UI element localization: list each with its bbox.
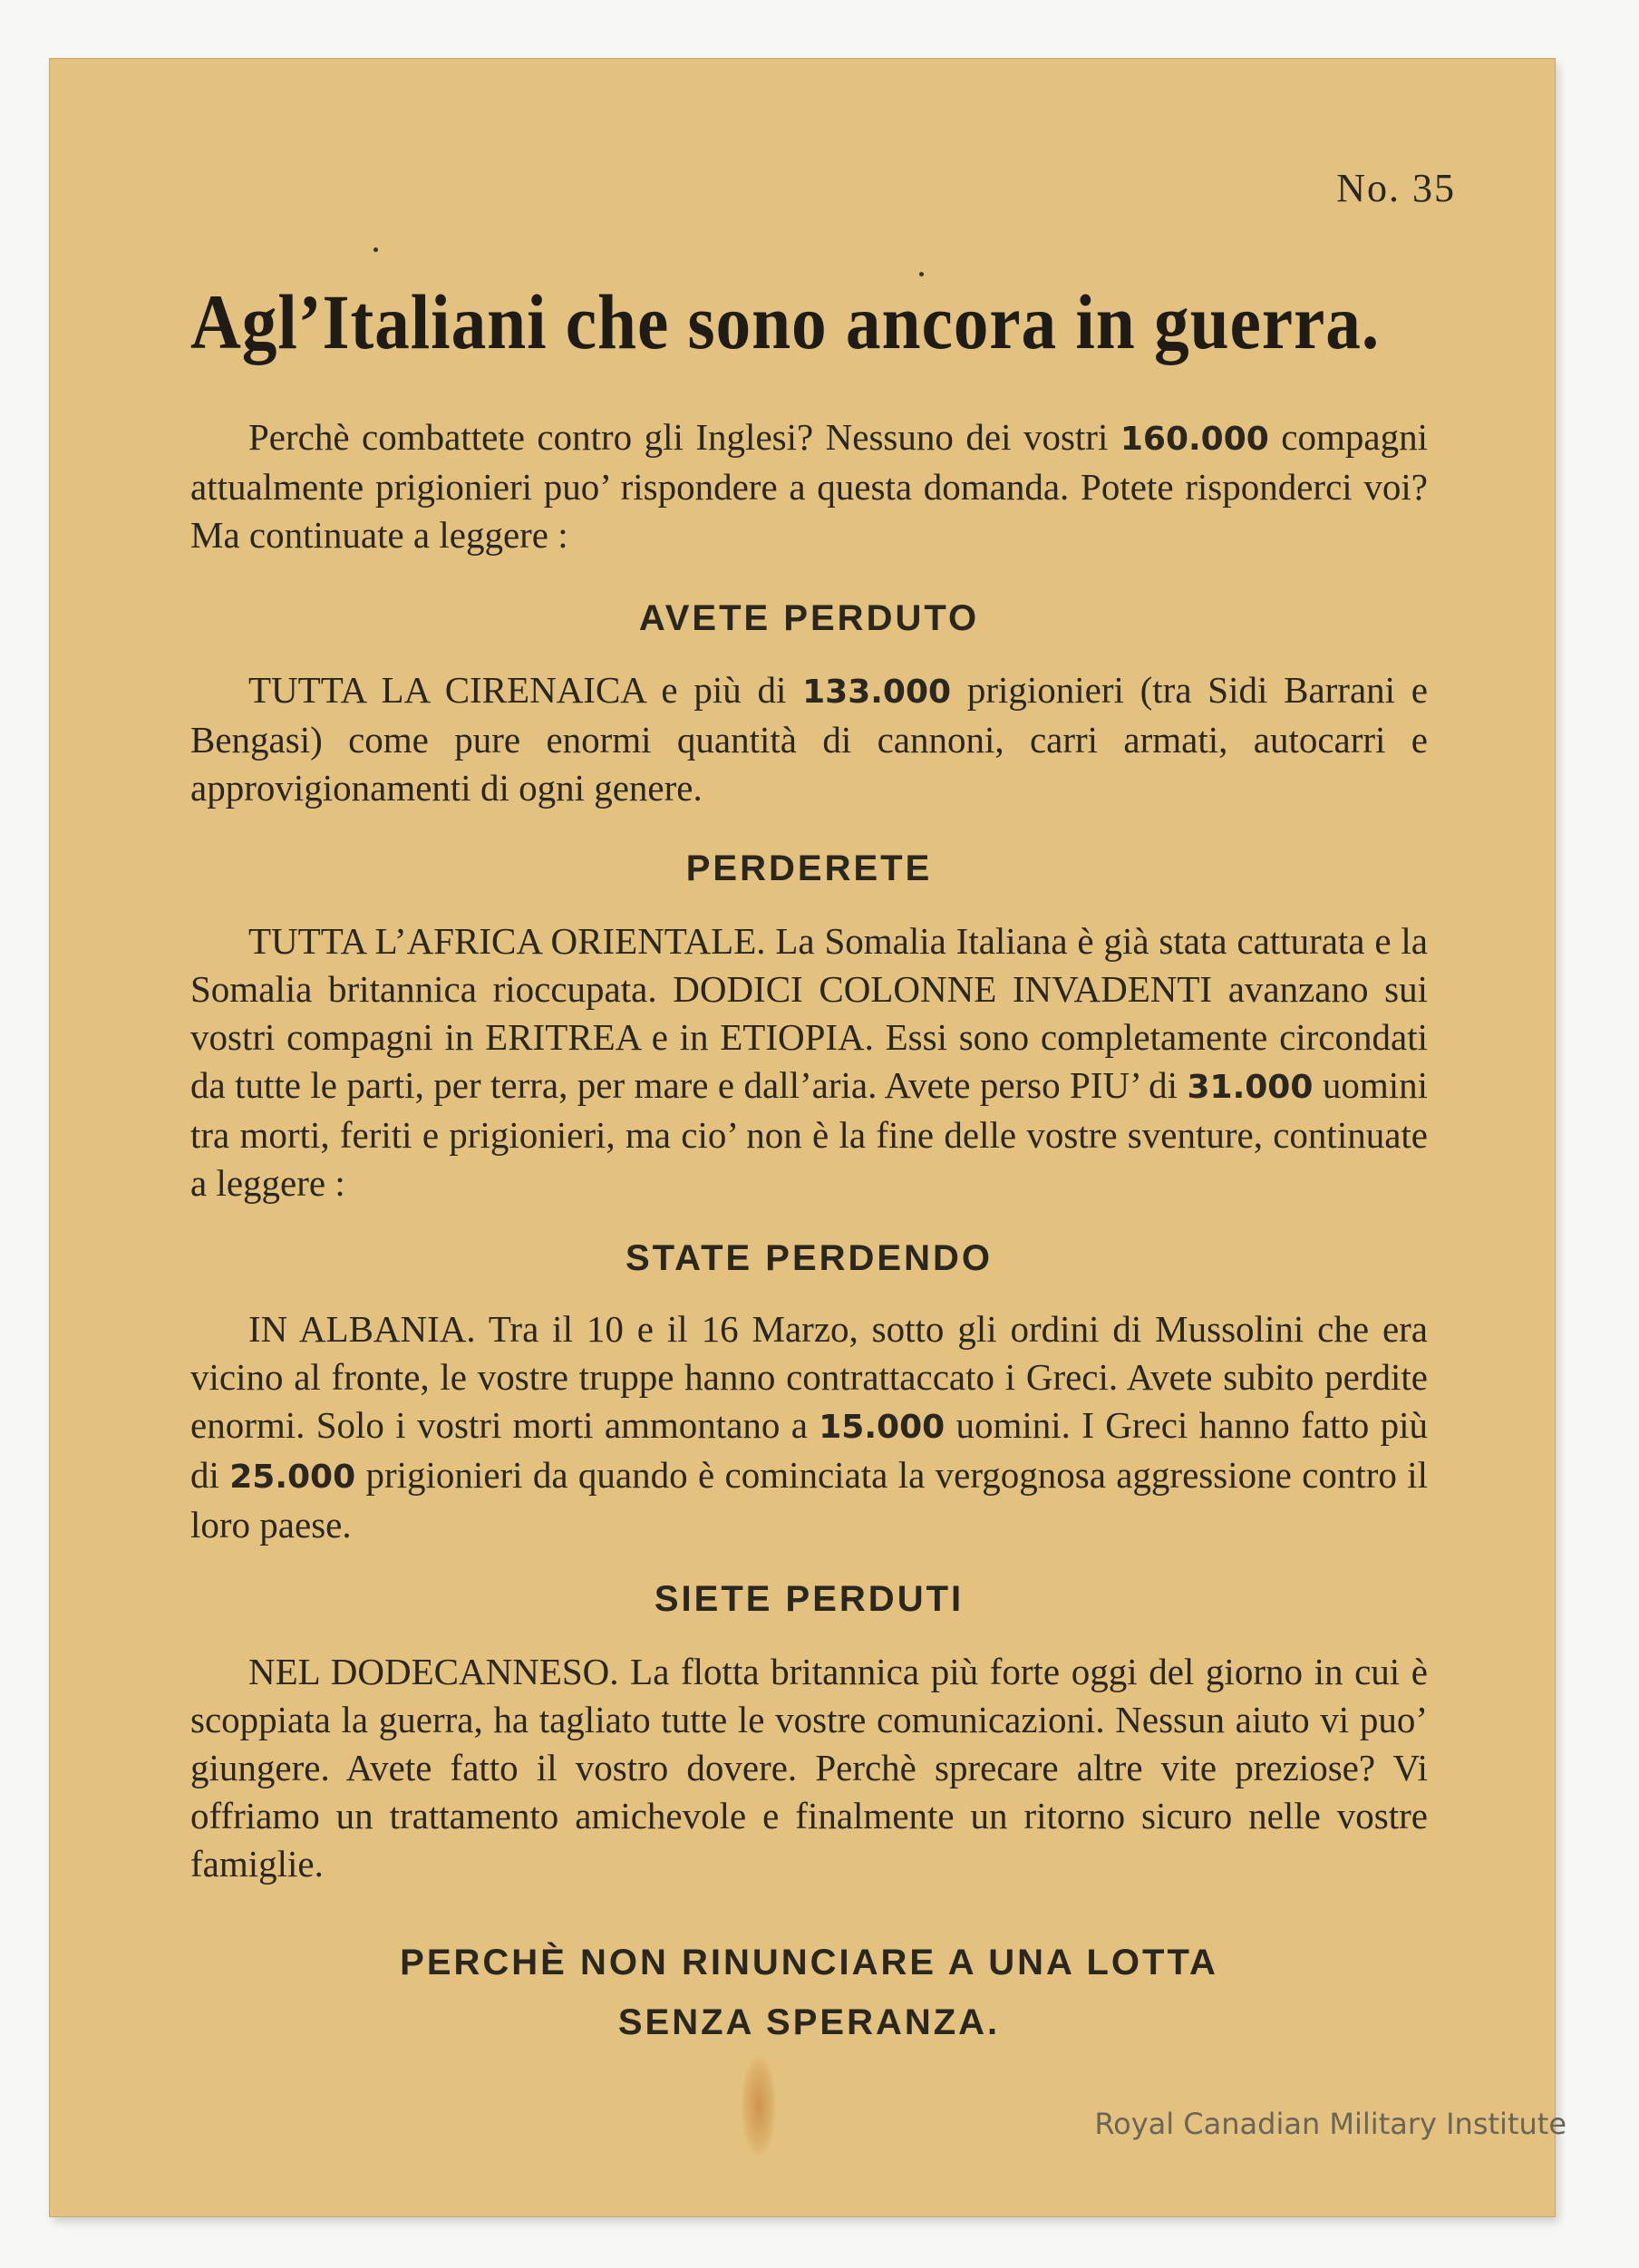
- leaflet-number: No. 35: [1336, 166, 1456, 210]
- watermark: Royal Canadian Military Institute: [1094, 2107, 1566, 2141]
- section-heading: AVETE PERDUTO: [638, 598, 980, 638]
- section-heading: STATE PERDENDO: [626, 1238, 993, 1278]
- section-heading: PERDERETE: [685, 848, 933, 888]
- closing-appeal: [190, 1933, 1428, 2052]
- intro-paragraph: Perchè combattete contro gli Inglesi? Nessuno dei vostri 160.000 compagni attualmente prigionieri puo’ rispondere a questa domanda. Potete risponderci voi? Ma continuate a leggere :: [190, 416, 1428, 556]
- paper-stain: [742, 2056, 776, 2156]
- section-paragraph: IN ALBANIA. Tra il 10 e il 16 Marzo, sotto gli ordini di Mussolini che era vicino al fronte, le vostre truppe hanno contrattaccato i Greci. Avete subito perdite enormi. Solo i vostri morti ammontano a 15.000 uomini. I Greci hanno fatto più di 25.000 prigionieri da quando è cominciata la vergognosa aggressione contro il loro paese.: [190, 1308, 1428, 1546]
- ink-speck: [373, 247, 378, 252]
- section-heading: SIETE PERDUTI: [654, 1579, 965, 1619]
- section-paragraph: TUTTA LA CIRENAICA e più di 133.000 prigionieri (tra Sidi Barrani e Bengasi) come pure enormi quantità di cannoni, carri armati, autocarri e approvigionamenti di ogni genere.: [190, 669, 1428, 809]
- section-paragraph: NEL DODECANNESO. La flotta britannica più forte oggi del giorno in cui è scoppiata la guerra, ha tagliato tutte le vostre comunicazioni. Nessun aiuto vi puo’ giungere. Avete fatto il vostro dovere. Perchè sprecare altre vite preziose? Vi offriamo un trattamento amichevole e finalmente un ritorno sicuro nelle vostre famiglie.: [190, 1651, 1428, 1885]
- section-paragraph: TUTTA L’AFRICA ORIENTALE. La Somalia Italiana è già stata catturata e la Somalia britannica rioccupata. DODICI COLONNE INVADENTI avanzano sui vostri compagni in ERITREA e in ETIOPIA. Essi sono completamente circondati da tutte le parti, per terra, per mare e dall’aria. Avete perso PIU’ di 31.000 uomini tra morti, feriti e prigionieri, ma cio’ non è la fine delle vostre sventure, continuate a leggere :: [190, 920, 1428, 1204]
- closing-line-2: SENZA SPERANZA.: [617, 2002, 1001, 2042]
- page-title: Agl’Italiani che sono ancora in guerra.: [190, 278, 1381, 365]
- closing-line-1: PERCHÈ NON RINUNCIARE A UNA LOTTA: [400, 1943, 1218, 1982]
